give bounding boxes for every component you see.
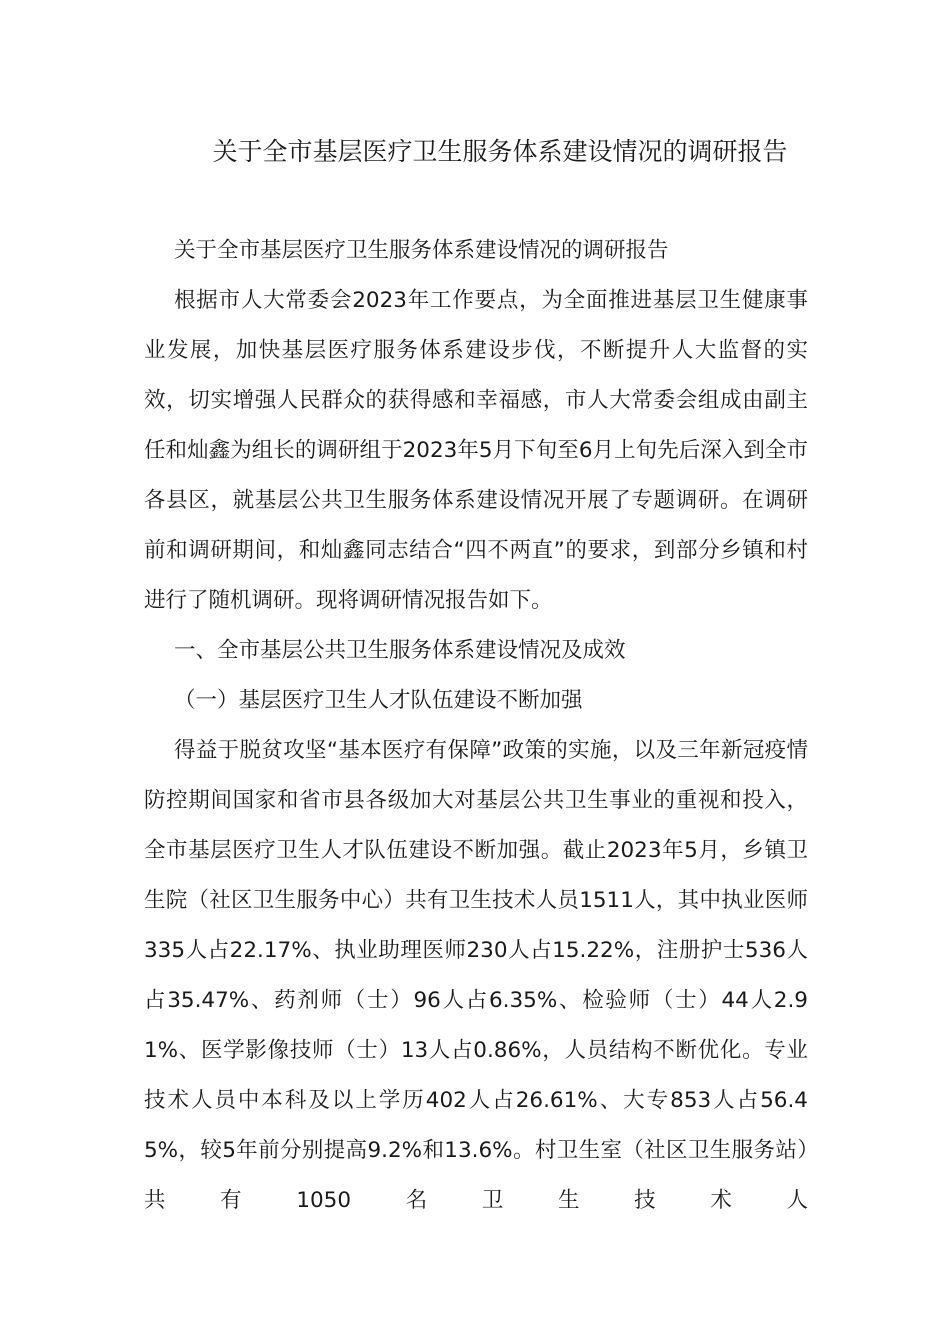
paragraph-staffing: 得益于脱贫攻坚“基本医疗有保障”政策的实施，以及三年新冠疫情防控期间国家和省市县各级加大对基层公共卫生事业的重视和投入，全市基层医疗卫生人才队伍建设不断加强。截止2023年5月，乡镇卫生院（社区卫生服务中心）共有卫生技术人员1511人，其中执业医师335人占22.17%、执业助理医师230人占15.22%，注册护士536人占35.47%、药剂师（士）96人占6.35%、检验师（士）44人2.91%、医学影像技师（士）13人占0.86%，人员结构不断优化。专业技术人员中本科及以上学历402人占26.61%、大专853人占56.45%，较5年前分别提高9.2%和13.6%。村卫生室（社区卫生服务站）共有1050名卫生技术人 <box>144 738 808 1213</box>
document-title: 关于全市基层医疗卫生服务体系建设情况的调研报告 <box>212 137 788 166</box>
document-body <box>144 226 808 1226</box>
paragraph-introduction: 根据市人大常委会2023年工作要点，为全面推进基层卫生健康事业发展，加快基层医疗服务体系建设步伐，不断提升人大监督的实效，切实增强人民群众的获得感和幸福感，市人大常委会组成由副主任和灿鑫为组长的调研组于2023年5月下旬至6月上旬先后深入到全市各县区，就基层公共卫生服务体系建设情况开展了专题调研。在调研前和调研期间，和灿鑫同志结合“四不两直”的要求，到部分乡镇和村进行了随机调研。现将调研情况报告如下。 <box>144 288 808 613</box>
subsection-heading-1-1: （一）基层医疗卫生人才队伍建设不断加强 <box>174 688 583 713</box>
section-heading-1: 一、全市基层公共卫生服务体系建设情况及成效 <box>174 638 626 663</box>
paragraph-subtitle: 关于全市基层医疗卫生服务体系建设情况的调研报告 <box>174 238 669 263</box>
